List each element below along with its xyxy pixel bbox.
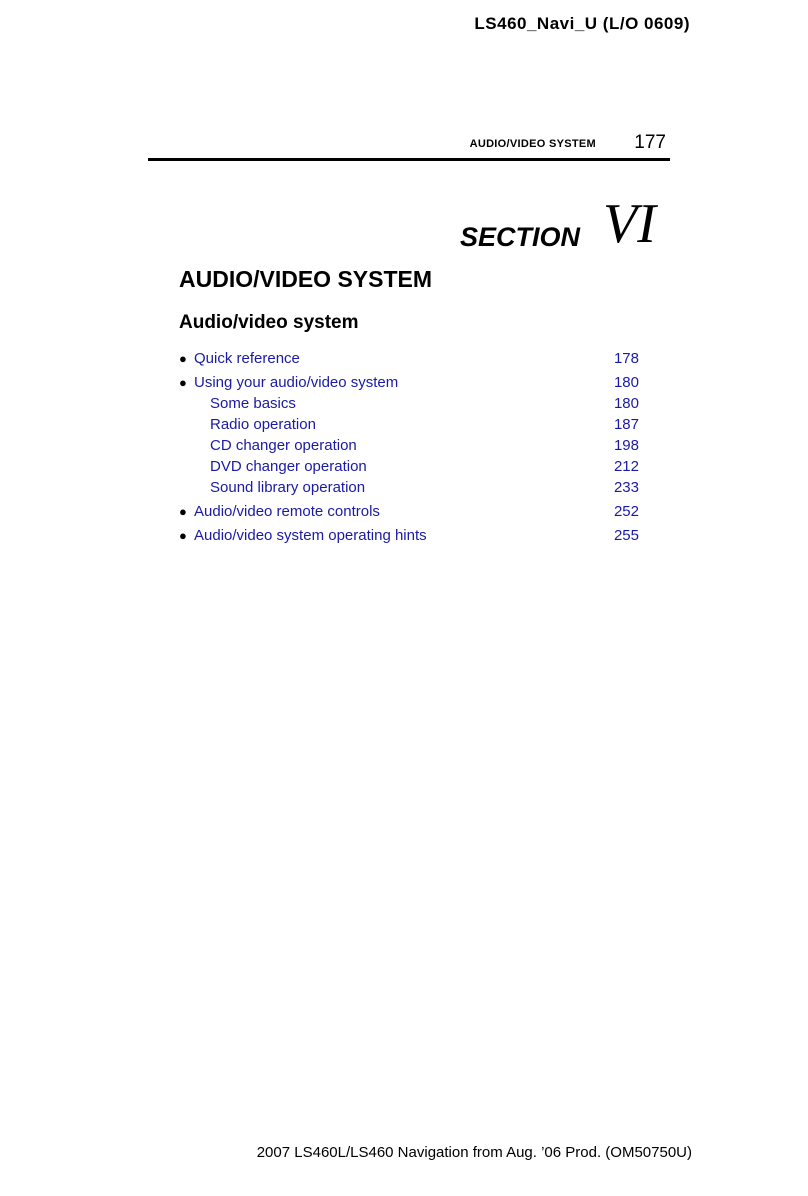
- section-label: SECTION: [459, 222, 580, 252]
- toc-page-number[interactable]: 180: [613, 374, 639, 391]
- toc-label[interactable]: Radio operation: [210, 416, 316, 433]
- toc-page-number[interactable]: 180: [613, 395, 639, 412]
- toc-item-dvd-changer-operation[interactable]: [179, 456, 639, 477]
- toc-label[interactable]: Audio/video system operating hints: [194, 527, 427, 544]
- toc-page-number[interactable]: 178: [613, 350, 639, 367]
- toc-page-number[interactable]: 255: [613, 527, 639, 544]
- toc-page-number[interactable]: 212: [613, 458, 639, 475]
- toc-item-cd-changer-operation[interactable]: [179, 435, 639, 456]
- page-number: 177: [634, 132, 666, 153]
- running-title: AUDIO/VIDEO SYSTEM: [469, 138, 596, 150]
- toc-item-some-basics[interactable]: [179, 393, 639, 414]
- toc-item-using-your-audio-video-system[interactable]: [179, 372, 639, 393]
- toc-item-quick-reference[interactable]: [179, 348, 639, 369]
- toc-label[interactable]: Quick reference: [194, 350, 300, 367]
- chapter-title: AUDIO/VIDEO SYSTEM: [179, 266, 433, 292]
- bullet-icon: ●: [179, 375, 187, 390]
- bullet-icon: ●: [179, 528, 187, 543]
- toc-page-number[interactable]: 198: [613, 437, 639, 454]
- table-of-contents: [179, 348, 639, 546]
- toc-item-audio-video-system-operating-hints[interactable]: [179, 525, 639, 546]
- toc-label[interactable]: Using your audio/video system: [194, 374, 399, 391]
- bullet-icon: ●: [179, 504, 187, 519]
- toc-label[interactable]: Some basics: [210, 395, 296, 412]
- toc-page-number[interactable]: 233: [613, 479, 639, 496]
- toc-item-radio-operation[interactable]: [179, 414, 639, 435]
- footer-text: 2007 LS460L/LS460 Navigation from Aug. ’06 Prod. (OM50750U): [256, 1144, 692, 1161]
- toc-page-number[interactable]: 187: [613, 416, 639, 433]
- toc-label[interactable]: CD changer operation: [210, 437, 357, 454]
- toc-item-sound-library-operation[interactable]: [179, 477, 639, 498]
- running-header: [148, 132, 670, 161]
- bullet-icon: ●: [179, 351, 187, 366]
- section-numeral: VI: [603, 193, 656, 255]
- toc-page-number[interactable]: 252: [613, 503, 639, 520]
- toc-label[interactable]: DVD changer operation: [210, 458, 367, 475]
- document-code: LS460_Navi_U (L/O 0609): [474, 14, 690, 33]
- toc-label[interactable]: Audio/video remote controls: [194, 503, 380, 520]
- toc-item-audio-video-remote-controls[interactable]: [179, 501, 639, 522]
- sub-title: Audio/video system: [179, 312, 359, 333]
- toc-label[interactable]: Sound library operation: [210, 479, 366, 496]
